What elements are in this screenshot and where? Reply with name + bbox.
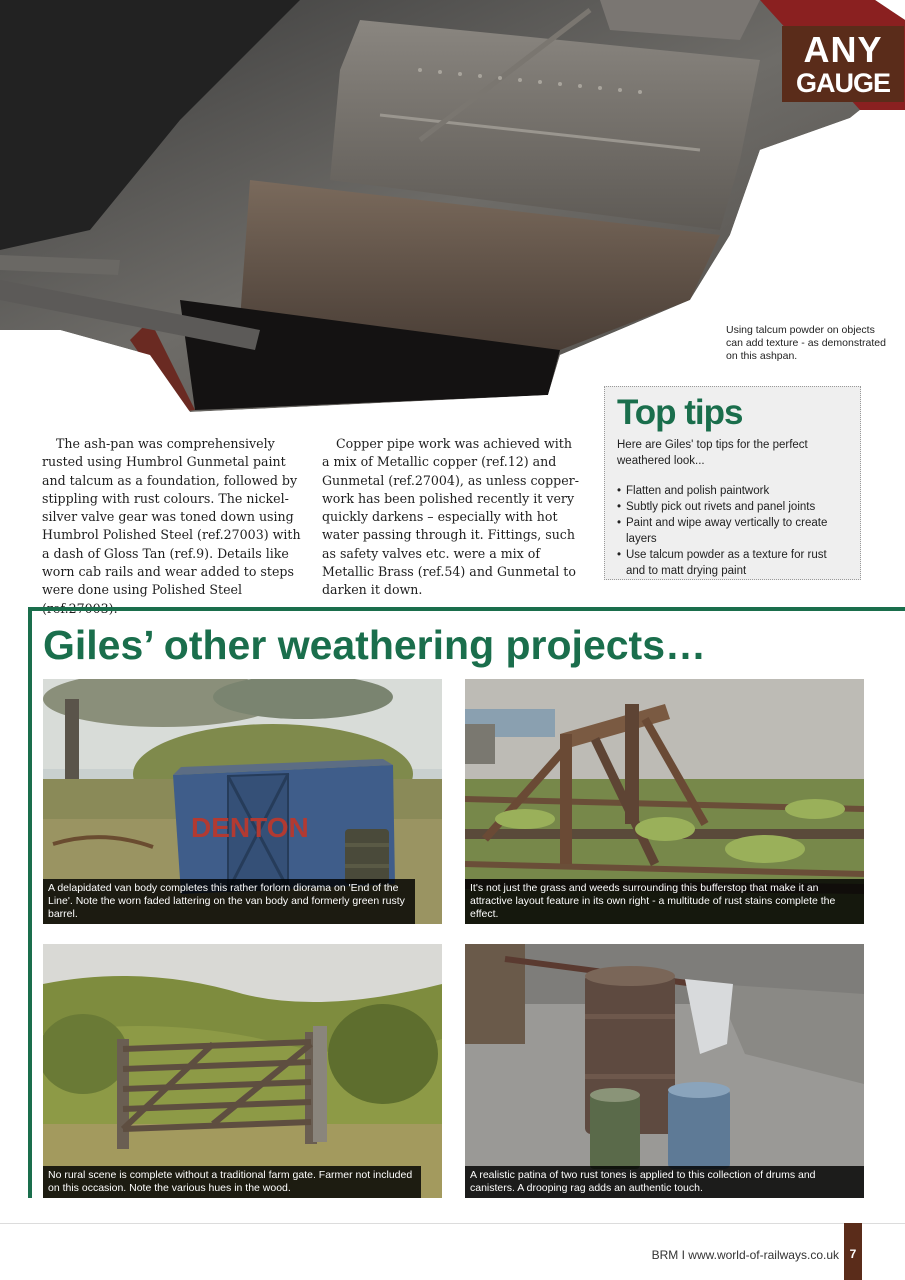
photo-bufferstop-caption: It's not just the grass and weeds surrounding this bufferstop that make it an attractive layout feature in its own right - a multitude of rust stains complete the effect. [465,879,864,924]
bullet-icon: • [617,485,622,497]
tip-item: • Paint and wipe away vertically to create layers [617,517,828,545]
bullet-icon: • [617,517,622,529]
badge-line-2: GAUGE [795,68,890,98]
photo-gate-caption: No rural scene is complete without a traditional farm gate. Farmer not included on this occasion. Note the various hues in the wood. [43,1166,421,1198]
top-tips-box [604,386,861,580]
footer-text: BRM I www.world-of-railways.co.uk [651,1248,839,1262]
photo-drums-caption: A realistic patina of two rust tones is applied to this collection of drums and canisters. A drooping rag adds an authentic touch. [465,1166,864,1198]
photo-farm-gate [43,944,442,1198]
section-rule-top [28,607,905,611]
tip-item: • Subtly pick out rivets and panel joints [617,501,816,513]
top-tips-title: Top tips [617,393,743,432]
any-gauge-badge [782,26,904,102]
van-lettering: DENTON [191,812,309,843]
photo-van-diorama [43,679,442,924]
photo-drums [465,944,864,1198]
section-rule-left [28,607,32,1198]
badge-line-1: ANY [803,29,883,70]
tip-item: • Use talcum powder as a texture for rust and to matt drying paint [617,549,827,577]
top-tips-intro: Here are Giles' top tips for the perfect weathered look... [617,439,808,467]
hero-caption: Using talcum powder on objects can add texture - as demonstrated on this ashpan. [726,324,886,362]
top-tips-list [617,483,848,579]
footer-divider [0,1223,905,1224]
article-column-2: Copper pipe work was achieved with a mix of Metallic copper (ref.12) and Gunmetal (ref.27004), as unless copper-work has been polished recently it very quickly darkens – especially with hot water passing through it. Fittings, such as safety valves etc. were a mix of Metallic Brass (ref.54) and Gunmetal to darken it down. [322,436,579,598]
photo-bufferstop [465,679,864,924]
photo-van-caption: A delapidated van body completes this rather forlorn diorama on 'End of the Line'. Note the worn faded lattering on the van body and formerly green rusty barrel. [43,879,415,924]
tip-item: • Flatten and polish paintwork [617,485,770,497]
article-column-1: The ash-pan was comprehensively rusted using Humbrol Gunmetal paint and talcum as a foundation, followed by stippling with rust colours. The nickel-silver valve gear was toned down using Humbrol Polished Steel (ref.27003) with a dash of Gloss Tan (ref.9). Details like worn cab rails and wear added to steps were done using Polished Steel [42,436,301,598]
section-title: Giles’ other weathering projects… [43,622,707,668]
bullet-icon: • [617,501,622,513]
bullet-icon: • [617,549,622,561]
page-number: 7 [844,1223,862,1280]
